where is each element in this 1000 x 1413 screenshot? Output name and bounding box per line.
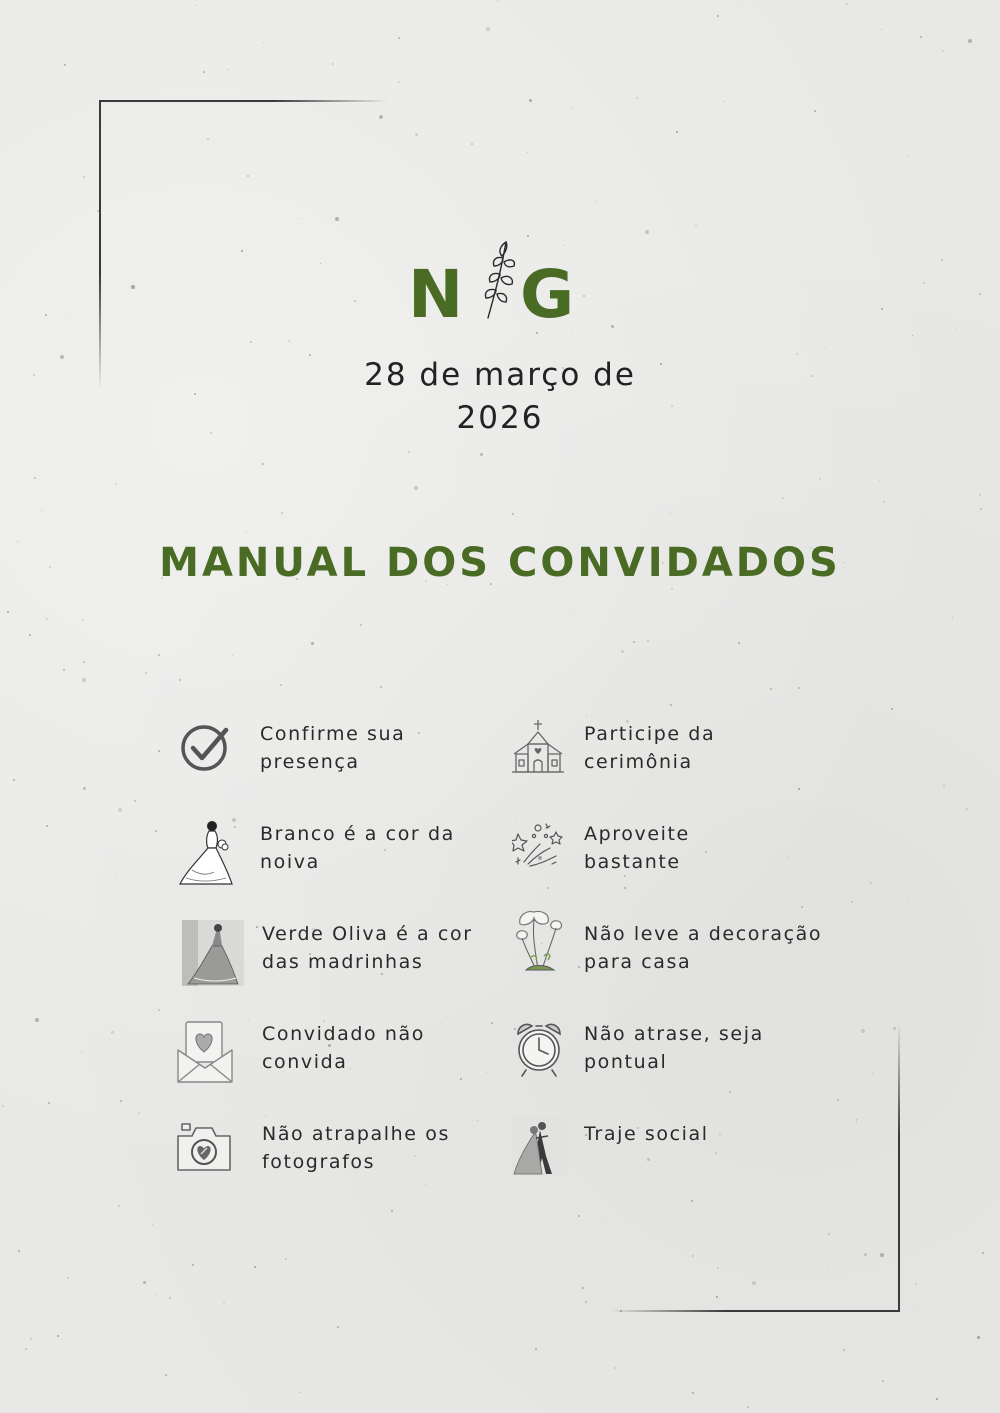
paper-speck bbox=[636, 97, 638, 99]
paper-speck bbox=[861, 1029, 865, 1033]
paper-speck bbox=[82, 678, 86, 682]
paper-speck bbox=[41, 510, 42, 511]
monogram-letter-left: N bbox=[408, 256, 464, 333]
paper-speck bbox=[980, 508, 982, 510]
paper-speck bbox=[941, 259, 943, 261]
paper-speck bbox=[64, 64, 66, 66]
paper-speck bbox=[202, 650, 203, 651]
paper-speck bbox=[979, 494, 981, 496]
paper-speck bbox=[49, 566, 51, 568]
paper-speck bbox=[48, 1102, 50, 1104]
manual-title: MANUAL DOS CONVIDADOS bbox=[159, 540, 841, 586]
item-label-line-1: Confirme sua bbox=[260, 723, 406, 745]
list-item bbox=[178, 720, 498, 790]
paper-speck bbox=[970, 773, 971, 774]
paper-speck bbox=[837, 1099, 839, 1101]
paper-speck bbox=[870, 882, 872, 884]
paper-speck bbox=[729, 1091, 731, 1093]
paper-speck bbox=[923, 282, 925, 284]
paper-speck bbox=[611, 325, 614, 328]
paper-speck bbox=[621, 650, 624, 653]
paper-speck bbox=[7, 611, 9, 613]
paper-speck bbox=[165, 1374, 167, 1376]
paper-speck bbox=[194, 393, 196, 395]
paper-speck bbox=[65, 317, 66, 318]
paper-speck bbox=[337, 1326, 339, 1328]
paper-speck bbox=[569, 613, 570, 614]
paper-speck bbox=[81, 1051, 82, 1052]
paper-speck bbox=[770, 688, 772, 690]
date-line-1: 28 de março de bbox=[364, 357, 636, 393]
paper-speck bbox=[582, 1287, 584, 1289]
paper-speck bbox=[864, 1253, 867, 1256]
paper-speck bbox=[265, 1116, 266, 1117]
paper-speck bbox=[247, 175, 249, 177]
paper-speck bbox=[717, 15, 719, 17]
frame-corner-top-horizontal bbox=[99, 100, 389, 102]
paper-speck bbox=[152, 1224, 153, 1225]
item-label-line-1: Convidado não bbox=[262, 1023, 425, 1045]
paper-speck bbox=[156, 1294, 157, 1295]
paper-speck bbox=[856, 1119, 857, 1120]
paper-speck bbox=[169, 1297, 171, 1299]
paper-speck bbox=[414, 486, 418, 490]
paper-speck bbox=[893, 1027, 896, 1030]
paper-speck bbox=[143, 1281, 146, 1284]
paper-speck bbox=[242, 1305, 243, 1306]
paper-speck bbox=[529, 99, 532, 102]
paper-speck bbox=[17, 541, 18, 542]
paper-speck bbox=[18, 1250, 20, 1252]
paper-speck bbox=[856, 1121, 857, 1122]
item-label-line-2: pontual bbox=[584, 1051, 668, 1073]
paper-speck bbox=[46, 618, 48, 620]
paper-speck bbox=[796, 353, 798, 355]
paper-speck bbox=[738, 642, 740, 644]
paper-speck bbox=[281, 512, 283, 514]
paper-speck bbox=[942, 50, 944, 52]
paper-speck bbox=[210, 432, 212, 434]
paper-speck bbox=[819, 478, 821, 480]
paper-speck bbox=[977, 1336, 980, 1339]
paper-speck bbox=[936, 1398, 938, 1400]
paper-speck bbox=[471, 143, 473, 145]
church-icon bbox=[512, 720, 572, 786]
list-item bbox=[512, 720, 832, 790]
paper-speck bbox=[111, 1031, 114, 1034]
paper-speck bbox=[945, 247, 946, 248]
paper-speck bbox=[30, 1338, 32, 1340]
paper-speck bbox=[828, 1233, 830, 1235]
paper-speck bbox=[13, 779, 15, 781]
paper-speck bbox=[83, 176, 85, 178]
paper-speck bbox=[535, 1348, 537, 1350]
paper-speck bbox=[908, 902, 909, 903]
paper-speck bbox=[25, 1348, 27, 1350]
paper-speck bbox=[843, 1349, 845, 1351]
paper-speck bbox=[120, 1100, 122, 1102]
paper-speck bbox=[415, 133, 418, 136]
bridesmaid-icon bbox=[178, 920, 244, 986]
paper-speck bbox=[881, 308, 883, 310]
paper-speck bbox=[45, 314, 47, 316]
paper-speck bbox=[207, 138, 209, 140]
paper-speck bbox=[320, 263, 321, 264]
item-label-line-2: fotografos bbox=[262, 1151, 376, 1173]
paper-speck bbox=[254, 1266, 256, 1268]
item-label-line-2: presença bbox=[260, 751, 360, 773]
paper-speck bbox=[846, 3, 848, 5]
paper-speck bbox=[851, 901, 853, 903]
paper-speck bbox=[606, 1220, 607, 1221]
paper-speck bbox=[486, 27, 490, 31]
paper-speck bbox=[380, 686, 382, 688]
paper-speck bbox=[825, 347, 826, 348]
paper-speck bbox=[943, 785, 945, 787]
paper-speck bbox=[115, 877, 116, 878]
paper-speck bbox=[881, 29, 882, 30]
paper-speck bbox=[421, 693, 422, 694]
paper-speck bbox=[398, 81, 400, 83]
list-item bbox=[512, 820, 832, 890]
paper-speck bbox=[2, 1105, 4, 1107]
paper-speck bbox=[263, 42, 264, 43]
paper-speck bbox=[872, 1073, 873, 1074]
paper-speck bbox=[716, 1296, 718, 1298]
paper-speck bbox=[158, 750, 160, 752]
item-label-line-1: Não atrapalhe os bbox=[262, 1123, 450, 1145]
date-line-2: 2026 bbox=[456, 400, 544, 436]
paper-speck bbox=[285, 1258, 287, 1260]
paper-speck bbox=[354, 300, 356, 302]
paper-speck bbox=[480, 453, 483, 456]
paper-speck bbox=[298, 218, 299, 219]
paper-speck bbox=[798, 687, 800, 689]
item-label-line-2: noiva bbox=[260, 851, 320, 873]
paper-speck bbox=[203, 71, 205, 73]
paper-speck bbox=[115, 483, 117, 485]
paper-speck bbox=[246, 531, 247, 532]
paper-speck bbox=[692, 1392, 694, 1394]
envelope-heart-icon bbox=[176, 1020, 236, 1086]
list-item bbox=[178, 920, 498, 990]
item-label-line-1: Participe da bbox=[584, 723, 716, 745]
paper-speck bbox=[633, 641, 635, 643]
paper-speck bbox=[67, 1277, 69, 1279]
paper-speck bbox=[408, 451, 410, 453]
olive-sprig-icon bbox=[476, 236, 520, 320]
paper-speck bbox=[360, 624, 362, 626]
list-item bbox=[174, 1120, 494, 1190]
item-label-line-2: das madrinhas bbox=[262, 951, 424, 973]
item-label-line-1: Traje social bbox=[584, 1123, 709, 1145]
paper-speck bbox=[34, 477, 36, 479]
item-label-line-1: Aproveite bbox=[584, 823, 690, 845]
paper-speck bbox=[192, 1264, 194, 1266]
paper-speck bbox=[968, 39, 972, 43]
paper-speck bbox=[814, 110, 816, 112]
paper-speck bbox=[332, 63, 334, 65]
paper-speck bbox=[717, 1267, 719, 1269]
fireworks-icon bbox=[512, 820, 572, 886]
paper-speck bbox=[883, 501, 885, 503]
paper-speck bbox=[752, 1281, 756, 1285]
paper-speck bbox=[645, 230, 649, 234]
item-label-line-1: Não leve a decoração bbox=[584, 923, 823, 945]
paper-speck bbox=[179, 679, 181, 681]
paper-speck bbox=[155, 830, 157, 832]
paper-speck bbox=[158, 654, 160, 656]
paper-speck bbox=[262, 463, 264, 465]
item-label-line-2: convida bbox=[262, 1051, 348, 1073]
paper-speck bbox=[915, 1283, 917, 1285]
paper-speck bbox=[300, 1392, 301, 1393]
paper-speck bbox=[979, 293, 981, 295]
paper-speck bbox=[57, 1335, 59, 1337]
paper-speck bbox=[158, 1009, 160, 1011]
alarm-clock-icon bbox=[512, 1020, 572, 1086]
paper-speck bbox=[241, 250, 243, 252]
list-item bbox=[512, 1020, 832, 1090]
paper-speck bbox=[723, 101, 724, 102]
paper-speck bbox=[912, 335, 913, 336]
paper-speck bbox=[747, 1406, 749, 1408]
paper-speck bbox=[670, 704, 672, 706]
frame-corner-top-vertical bbox=[99, 100, 101, 390]
paper-speck bbox=[966, 808, 968, 810]
paper-speck bbox=[118, 808, 122, 812]
paper-speck bbox=[614, 1367, 616, 1369]
flower-centerpiece-icon bbox=[512, 908, 572, 978]
paper-speck bbox=[586, 715, 587, 716]
paper-speck bbox=[571, 107, 572, 108]
paper-speck bbox=[920, 36, 922, 38]
paper-speck bbox=[280, 684, 282, 686]
paper-speck bbox=[578, 1215, 580, 1217]
paper-speck bbox=[512, 513, 514, 515]
bride-icon bbox=[178, 820, 238, 886]
item-label-line-1: Verde Oliva é a cor bbox=[262, 923, 473, 945]
paper-speck bbox=[670, 513, 671, 514]
paper-speck bbox=[29, 634, 31, 636]
list-item bbox=[512, 1116, 832, 1186]
paper-speck bbox=[828, 1268, 829, 1269]
paper-speck bbox=[585, 1301, 587, 1303]
paper-speck bbox=[446, 1016, 447, 1017]
camera-heart-icon bbox=[174, 1120, 234, 1186]
paper-speck bbox=[138, 1112, 140, 1114]
paper-speck bbox=[60, 355, 64, 359]
paper-speck bbox=[63, 669, 65, 671]
paper-speck bbox=[908, 155, 909, 156]
paper-speck bbox=[879, 480, 880, 481]
paper-speck bbox=[311, 642, 314, 645]
frame-corner-bottom-vertical bbox=[898, 1022, 900, 1312]
list-item bbox=[512, 908, 832, 978]
paper-speck bbox=[145, 672, 147, 674]
paper-speck bbox=[232, 655, 233, 656]
list-item bbox=[176, 1020, 496, 1090]
paper-speck bbox=[729, 1219, 730, 1220]
paper-speck bbox=[379, 115, 383, 119]
item-label-line-1: Não atrase, seja bbox=[584, 1023, 764, 1045]
paper-speck bbox=[952, 617, 953, 618]
paper-speck bbox=[83, 787, 86, 790]
frame-corner-bottom-horizontal bbox=[610, 1310, 900, 1312]
paper-speck bbox=[691, 1200, 693, 1202]
paper-speck bbox=[497, 0, 498, 1]
paper-speck bbox=[288, 340, 290, 342]
item-label-line-1: Branco é a cor da bbox=[260, 823, 455, 845]
paper-speck bbox=[33, 374, 35, 376]
paper-speck bbox=[82, 619, 84, 621]
paper-speck bbox=[35, 1018, 39, 1022]
paper-speck bbox=[391, 1210, 393, 1212]
paper-speck bbox=[676, 131, 678, 133]
dancing-couple-icon bbox=[512, 1116, 572, 1182]
monogram-letter-right: G bbox=[520, 256, 575, 333]
paper-speck bbox=[527, 152, 528, 153]
list-item bbox=[178, 820, 498, 890]
paper-speck bbox=[250, 341, 252, 343]
paper-speck bbox=[366, 1239, 367, 1240]
paper-speck bbox=[782, 497, 784, 499]
paper-speck bbox=[955, 329, 956, 330]
paper-speck bbox=[882, 1380, 884, 1382]
check-circle-icon bbox=[178, 720, 238, 786]
paper-speck bbox=[131, 285, 135, 289]
paper-speck bbox=[982, 1252, 984, 1254]
paper-speck bbox=[335, 217, 339, 221]
paper-speck bbox=[83, 661, 85, 663]
paper-speck bbox=[227, 69, 228, 70]
paper-speck bbox=[692, 1255, 694, 1257]
couple-monogram bbox=[400, 232, 600, 332]
paper-speck bbox=[880, 1253, 884, 1257]
paper-speck bbox=[596, 201, 597, 202]
paper-speck bbox=[118, 1205, 120, 1207]
paper-speck bbox=[223, 1301, 225, 1303]
paper-speck bbox=[891, 708, 893, 710]
paper-speck bbox=[738, 1, 739, 2]
item-label-line-2: bastante bbox=[584, 851, 681, 873]
paper-speck bbox=[196, 5, 197, 6]
paper-speck bbox=[695, 225, 697, 227]
wedding-date bbox=[300, 354, 700, 440]
paper-speck bbox=[914, 1311, 915, 1312]
paper-speck bbox=[46, 825, 48, 827]
paper-speck bbox=[647, 640, 649, 642]
paper-speck bbox=[398, 37, 400, 39]
paper-speck bbox=[134, 800, 136, 802]
paper-speck bbox=[671, 588, 673, 590]
item-label-line-2: para casa bbox=[584, 951, 692, 973]
item-label-line-2: cerimônia bbox=[584, 751, 693, 773]
paper-speck bbox=[811, 375, 813, 377]
